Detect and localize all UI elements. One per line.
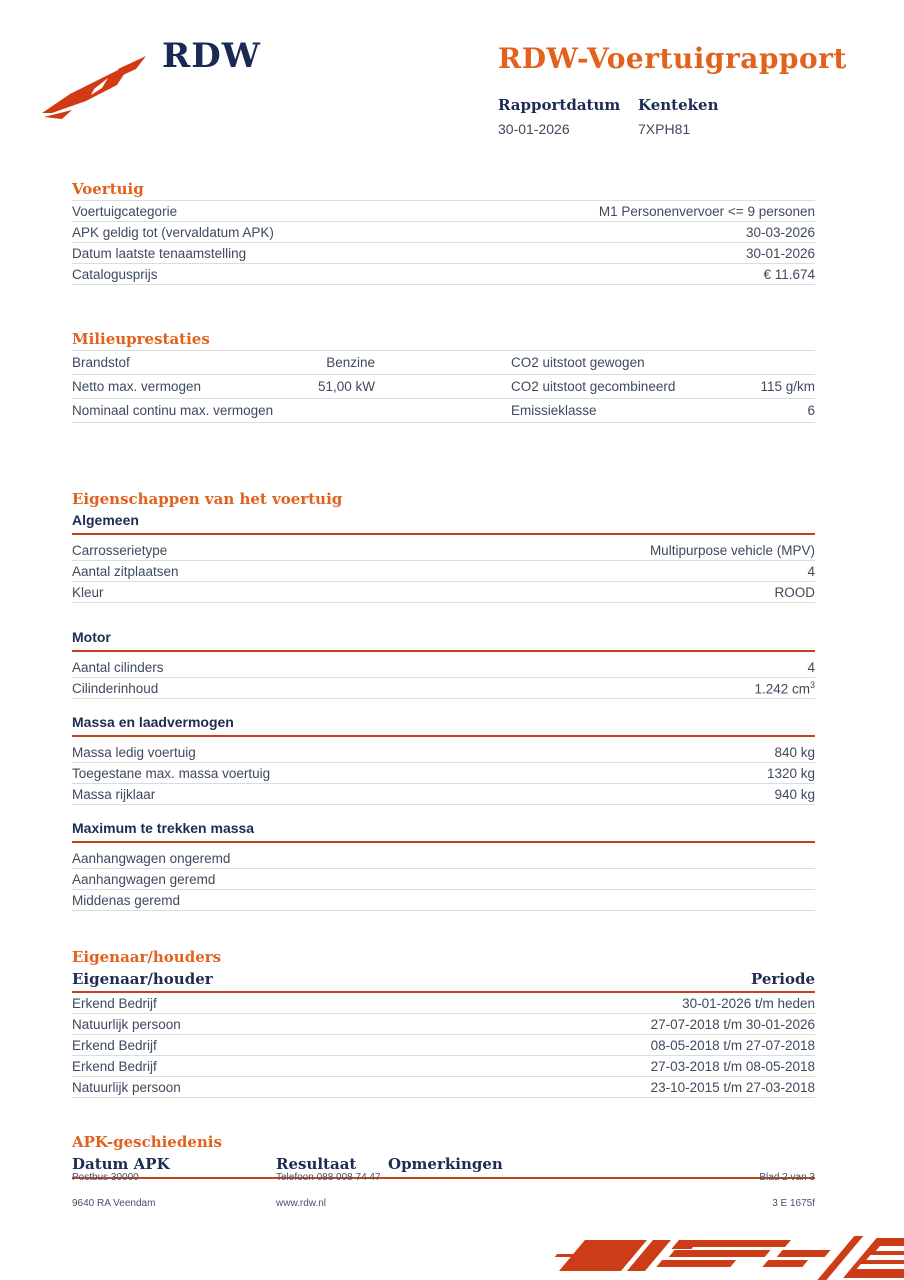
footer-telefoon: Telefoon 088 008 74 47 — [276, 1172, 381, 1183]
field-value: 115 g/km — [760, 379, 815, 394]
subsection-massa-heading: Massa en laadvermogen — [72, 714, 815, 737]
voertuig-rows — [72, 200, 815, 285]
footer-page-number: Blad 2 van 3 — [759, 1172, 815, 1183]
footer-city: 9640 RA Veendam — [72, 1198, 156, 1209]
rdw-flame-icon — [40, 54, 152, 120]
table-row — [72, 848, 815, 869]
superscript: 3 — [809, 679, 815, 690]
report-date-value: 30-01-2026 — [498, 121, 570, 137]
table-row — [72, 742, 815, 763]
subsection-algemeen — [72, 512, 815, 603]
owner-value: Erkend Bedrijf — [72, 1037, 157, 1053]
rdw-logo — [40, 36, 261, 132]
owner-value: Natuurlijk persoon — [72, 1016, 181, 1032]
license-plate-label: Kenteken — [638, 96, 719, 114]
footer-line-1 — [72, 1172, 815, 1183]
field-label: CO2 uitstoot gewogen — [511, 355, 645, 370]
table-row — [72, 351, 815, 375]
table-row — [72, 1077, 815, 1098]
owner-value: Erkend Bedrijf — [72, 1058, 157, 1074]
period-value: 08-05-2018 t/m 27-07-2018 — [650, 1037, 815, 1053]
field-label: Catalogusprijs — [72, 266, 158, 282]
owner-value: Natuurlijk persoon — [72, 1079, 181, 1095]
owner-value: Erkend Bedrijf — [72, 995, 157, 1011]
table-row — [72, 561, 815, 582]
table-row — [72, 222, 815, 243]
field-label: Nominaal continu max. vermogen — [72, 403, 274, 418]
field-label: Middenas geremd — [72, 892, 181, 908]
field-label: CO2 uitstoot gecombineerd — [511, 379, 676, 394]
table-row — [72, 784, 815, 805]
field-label: Carrosserietype — [72, 542, 168, 558]
section-eigenaar — [72, 948, 815, 1098]
subsection-motor — [72, 629, 815, 699]
table-row — [72, 869, 815, 890]
rdw-logo-text: RDW — [162, 36, 261, 76]
column-header-resultaat: Resultaat — [276, 1155, 357, 1173]
field-value: ROOD — [774, 584, 815, 600]
table-row — [72, 540, 815, 561]
section-milieuprestaties — [72, 330, 815, 423]
field-label: Aanhangwagen ongeremd — [72, 850, 231, 866]
report-title: RDW-Voertuigrapport — [498, 42, 847, 75]
field-label: Massa rijklaar — [72, 786, 156, 802]
period-value: 27-07-2018 t/m 30-01-2026 — [650, 1016, 815, 1032]
report-date-label: Rapportdatum — [498, 96, 621, 114]
table-row — [72, 993, 815, 1014]
footer-website: www.rdw.nl — [276, 1198, 327, 1209]
footer-form-code: 3 E 1675f — [772, 1198, 815, 1209]
table-row — [72, 243, 815, 264]
field-label: Massa ledig voertuig — [72, 744, 196, 760]
table-row — [72, 264, 815, 285]
field-label: Aantal cilinders — [72, 659, 164, 675]
field-value: 51,00 kW — [317, 379, 375, 394]
field-value: 6 — [807, 403, 815, 418]
section-milieuprestaties-heading: Milieuprestaties — [72, 330, 210, 348]
field-value: 30-01-2026 — [745, 245, 815, 261]
field-value: 940 kg — [774, 786, 815, 802]
field-label: Datum laatste tenaamstelling — [72, 245, 247, 261]
table-row — [72, 201, 815, 222]
table-row — [72, 657, 815, 678]
field-value: 4 — [807, 563, 815, 579]
report-date-block — [498, 96, 638, 137]
footer-line-2 — [72, 1198, 815, 1209]
column-header-opmerkingen: Opmerkingen — [388, 1155, 503, 1173]
footer-postbus: Postbus 30000 — [72, 1172, 139, 1183]
table-row — [72, 890, 815, 911]
milieu-rows — [72, 350, 815, 423]
field-label: Kleur — [72, 584, 104, 600]
field-label: APK geldig tot (vervaldatum APK) — [72, 224, 274, 240]
report-meta — [498, 96, 778, 137]
table-row — [72, 763, 815, 784]
field-label: Aantal zitplaatsen — [72, 563, 179, 579]
field-value: 840 kg — [774, 744, 815, 760]
section-eigenaar-heading: Eigenaar/houders — [72, 948, 222, 966]
table-row — [72, 399, 815, 423]
license-plate-block — [638, 96, 778, 137]
field-label: Toegestane max. massa voertuig — [72, 765, 271, 781]
license-plate-value: 7XPH81 — [638, 121, 691, 137]
field-label: Netto max. vermogen — [72, 379, 202, 394]
subsection-maximum-trekken — [72, 820, 815, 911]
field-value: € 11.674 — [763, 266, 815, 282]
section-eigenschappen-heading-block — [72, 490, 815, 510]
subsection-maximum-trekken-heading: Maximum te trekken massa — [72, 820, 815, 843]
field-value: Multipurpose vehicle (MPV) — [649, 542, 815, 558]
rdw-stripes-graphic — [520, 1234, 904, 1280]
field-value: Benzine — [326, 355, 375, 370]
field-label: Emissieklasse — [511, 403, 597, 418]
period-value: 30-01-2026 t/m heden — [682, 995, 815, 1011]
period-value: 23-10-2015 t/m 27-03-2018 — [650, 1079, 815, 1095]
column-header-datum-apk: Datum APK — [72, 1155, 170, 1173]
column-header-period: Periode — [750, 970, 815, 988]
field-value: 1.242 $cm^3$ — [754, 679, 815, 697]
field-value: M1 Personenvervoer <= 9 personen — [598, 203, 815, 219]
subsection-motor-heading: Motor — [72, 629, 815, 652]
column-header-owner: Eigenaar/houder — [72, 970, 213, 988]
field-value: 1320 kg — [766, 765, 815, 781]
section-voertuig-heading: Voertuig — [72, 180, 144, 198]
table-row — [72, 678, 815, 699]
field-value: 4 — [807, 659, 815, 675]
eigenaar-table-header — [72, 970, 815, 993]
field-label: Cilinderinhoud — [72, 680, 159, 696]
field-label: Brandstof — [72, 355, 130, 370]
table-row — [72, 582, 815, 603]
subsection-algemeen-heading: Algemeen — [72, 512, 815, 535]
table-row — [72, 1014, 815, 1035]
table-row — [72, 375, 815, 399]
section-apk-heading: APK-geschiedenis — [72, 1133, 222, 1151]
table-row — [72, 1035, 815, 1056]
section-voertuig — [72, 180, 815, 285]
field-value: 30-03-2026 — [745, 224, 815, 240]
subsection-massa — [72, 714, 815, 805]
field-label: Aanhangwagen geremd — [72, 871, 216, 887]
table-row — [72, 1056, 815, 1077]
section-eigenschappen-heading: Eigenschappen van het voertuig — [72, 490, 343, 508]
period-value: 27-03-2018 t/m 08-05-2018 — [650, 1058, 815, 1074]
field-label: Voertuigcategorie — [72, 203, 178, 219]
